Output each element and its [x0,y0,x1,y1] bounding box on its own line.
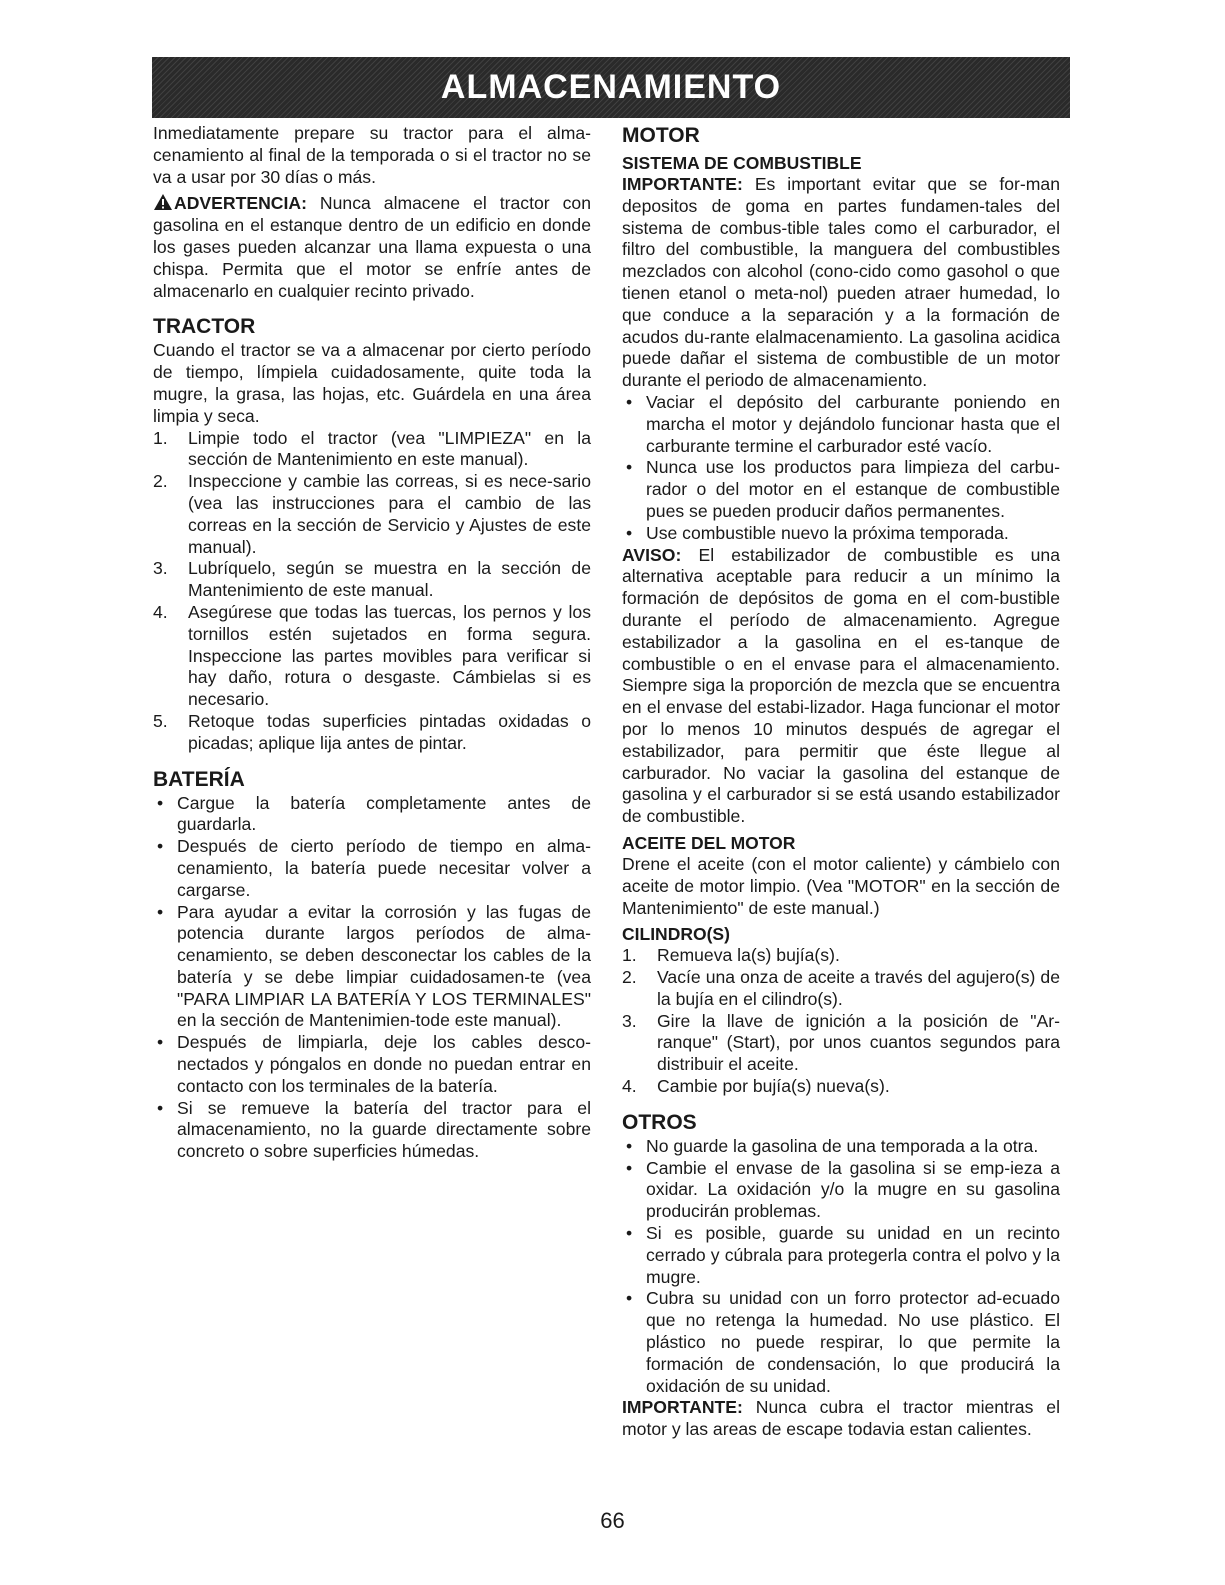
aviso-text: El estabilizador de combustible es una alternativa aceptable para reducir a un mínimo la formación de depósitos de goma en el com-bustible durante el período de almacenamiento. Agregue estabilizador a la gasolina en el es-tanque de combustible o en el envase para el almacenamiento. Siempre siga la proporción de mezcla que se encuentra en el envase del estabi-lizador. Haga funcionar el motor por lo menos 10 minutos después de agregar el estabilizador, para permitir que éste llegue al carburador. No vaciar la gasolina del estanque de gasolina y el carburador si se está usando estabilizador de combustible. [622,544,1060,827]
bullet: • [157,792,164,813]
item-text: Cubra su unidad con un forro protector ad-ecuado que no retenga la humedad. No use plástico. El plástico no puede respirar, lo que permite la formación de condensación, lo que producirá la oxidación de su unidad. [646,1288,1060,1396]
bullet: • [626,1135,633,1156]
tractor-heading: TRACTOR [153,315,256,339]
bullet: • [157,836,164,857]
step-number: 3. [153,558,168,579]
step-number: 5. [153,710,168,731]
section-banner [152,57,1070,118]
item-text: Después de limpiarla, deje los cables desco-nectados y póngalos en donde no puedan entrar en contacto con los terminales de la batería. [177,1032,591,1096]
otros-list [622,1136,1060,1398]
list-item [622,523,1060,545]
list-item [153,602,591,711]
combustible-heading: SISTEMA DE COMBUSTIBLE [622,153,862,173]
list-item [622,457,1060,522]
step-number: 3. [622,1010,637,1031]
item-text: No guarde la gasolina de una temporada a la otra. [646,1135,1039,1156]
otros-heading: OTROS [622,1110,697,1134]
item-text: Cargue la batería completamente antes de guardarla. [177,792,591,835]
page-title: ALMACENAMIENTO [440,68,782,106]
bullet: • [157,1032,164,1053]
aceite-paragraph: Drene el aceite (con el motor caliente) y cámbielo con aceite de motor limpio. (Vea "MOTOR" en la sección de Mantenimiento" de este manual.) [622,853,1060,918]
list-item [622,945,1060,967]
warning-paragraph [153,193,591,302]
list-item [153,711,591,755]
bullet: • [626,1223,633,1244]
bullet: • [157,901,164,922]
list-item [153,558,591,602]
list-item [622,392,1060,457]
item-text: Si es posible, guarde su unidad en un recinto cerrado y cúbrala para protegerla contra el polvo y la mugre. [646,1223,1060,1287]
importante-paragraph [622,174,1060,392]
bullet: • [157,1097,164,1118]
list-item [622,1011,1060,1076]
list-item [622,1136,1060,1158]
step-number: 4. [153,601,168,622]
aviso-paragraph [622,545,1060,828]
step-text: Lubríquelo, según se muestra en la sección de Mantenimiento de este manual. [188,558,591,601]
step-text: Limpie todo el tractor (vea "LIMPIEZA" en la sección de Mantenimiento en este manual). [188,427,591,470]
step-text: Asegúrese que todas las tuercas, los pernos y los tornillos estén sujetados en forma segura. Inspeccione las partes movibles para verificar si hay daño, rotura o desgaste. Cámbielas si es necesario. [188,601,591,710]
importante2-label: IMPORTANTE: [622,1397,743,1418]
left-column [153,123,591,1163]
importante-label: IMPORTANTE: [622,174,743,194]
intro-paragraph: Inmediatamente prepare su tractor para el alma-cenamiento al final de la temporada o si el tractor no se va a usar por 30 días o más. [153,123,591,187]
list-item [153,428,591,472]
step-number: 4. [622,1076,637,1097]
cilindro-steps [622,945,1060,1098]
importante-text: Es important evitar que se for-man depositos de goma en partes fundamen-tales del sistema de combus-tible tales como el carburador, el filtro del combustible, la manguera del combustibles mezclados con alcohol (cono-cido como gasohol o que tienen etanol o meta-nol) pueden atraer humedad, lo que conduce a la separación y a la formación de acudos du-rante elalmacenamiento. La gasolina acidica puede dañar el sistema de combustible de un motor durante el periodo de almacenamiento. [622,174,1060,391]
aviso-label: AVISO: [622,544,682,565]
warning-label: ADVERTENCIA: [174,193,307,214]
bullet: • [626,1288,633,1309]
item-text: Use combustible nuevo la próxima temporada. [646,522,1009,543]
tractor-paragraph: Cuando el tractor se va a almacenar por cierto período de tiempo, límpiela cuidadosamente, quite toda la mugre, la grasa, las hojas, etc. Guárdela en una área limpia y seca. [153,340,591,426]
list-item [622,1076,1060,1098]
list-item [153,471,591,558]
item-text: Si se remueve la batería del tractor para el almacenamiento, no la guarde directamente sobre concreto o sobre superficies húmedas. [177,1097,591,1162]
step-text: Inspeccione y cambie las correas, si es nece-sario (vea las instrucciones para el cambio de las correas en la sección de Servicio y Ajustes de este manual). [188,471,591,557]
step-text: Vacíe una onza de aceite a través del agujero(s) de la bujía en el cilindro(s). [657,967,1060,1009]
list-item [622,1223,1060,1288]
step-number: 1. [622,945,637,966]
importante2-text: Nunca cubra el tractor mientras el motor y las areas de escape todavia estan calientes. [622,1397,1060,1440]
item-text: Cambie el envase de la gasolina si se emp-ieza a oxidar. La oxidación y/o la mugre en su gasolina producirán problemas. [646,1157,1060,1222]
motor-heading: MOTOR [622,124,700,147]
combustible-list [622,392,1060,545]
step-number: 2. [622,967,637,988]
page-number: 66 [600,1508,625,1533]
bullet: • [626,391,633,412]
list-item [153,1032,591,1097]
item-text: Después de cierto período de tiempo en alma-cenamiento, la batería puede necesitar volver a cargarse. [177,836,591,900]
warning-triangle-icon [153,193,173,211]
step-text: Retoque todas superficies pintadas oxidadas o picadas; aplique lija antes de pintar. [188,710,591,753]
item-text: Vaciar el depósito del carburante poniendo en marcha el motor y dejándolo funcionar hasta que el carburante termine el carburador esté vacío. [646,391,1060,456]
item-text: Para ayudar a evitar la corrosión y las fugas de potencia durante largos períodos de alma-cenamiento, se deben desconectar los cables de la batería y se debe limpiar cuidadosamen-te (vea "PARA LIMPIAR LA BATERÍA Y LOS TERMINALES" en la sección de Mantenimien-tode este manual). [177,901,591,1031]
aceite-heading: ACEITE DEL MOTOR [622,832,796,853]
cilindro-heading: CILINDRO(S) [622,924,730,945]
step-number: 2. [153,471,168,492]
warning-text: Nunca almacene el tractor con gasolina en el estanque dentro de un edificio en donde los gases pueden alcanzar una llama expuesta o una chispa. Permita que el motor se enfríe antes de almacenarlo en cualquier recinto privado. [153,193,591,301]
right-column [622,123,1060,1441]
list-item [153,836,591,901]
bullet: • [626,457,633,478]
step-text: Cambie por bujía(s) nueva(s). [657,1076,890,1097]
bateria-list [153,793,591,1164]
list-item [622,1158,1060,1223]
step-number: 1. [153,427,168,448]
bullet: • [626,1157,633,1178]
list-item [622,1288,1060,1397]
list-item [153,1098,591,1163]
step-text: Gire la llave de ignición a la posición de "Ar-ranque" (Start), por unos cuantos segundos para distribuir el aceite. [657,1010,1060,1075]
importante2-paragraph [622,1397,1060,1441]
list-item [153,902,591,1033]
step-text: Remueva la(s) bujía(s). [657,945,840,966]
bateria-heading: BATERÍA [153,767,245,791]
item-text: Nunca use los productos para limpieza del carbu-rador o del motor en el estanque de combustible pues se pueden producir daños permanentes. [646,457,1060,521]
bullet: • [626,522,633,543]
list-item [153,793,591,837]
list-item [622,967,1060,1011]
tractor-steps [153,428,591,755]
